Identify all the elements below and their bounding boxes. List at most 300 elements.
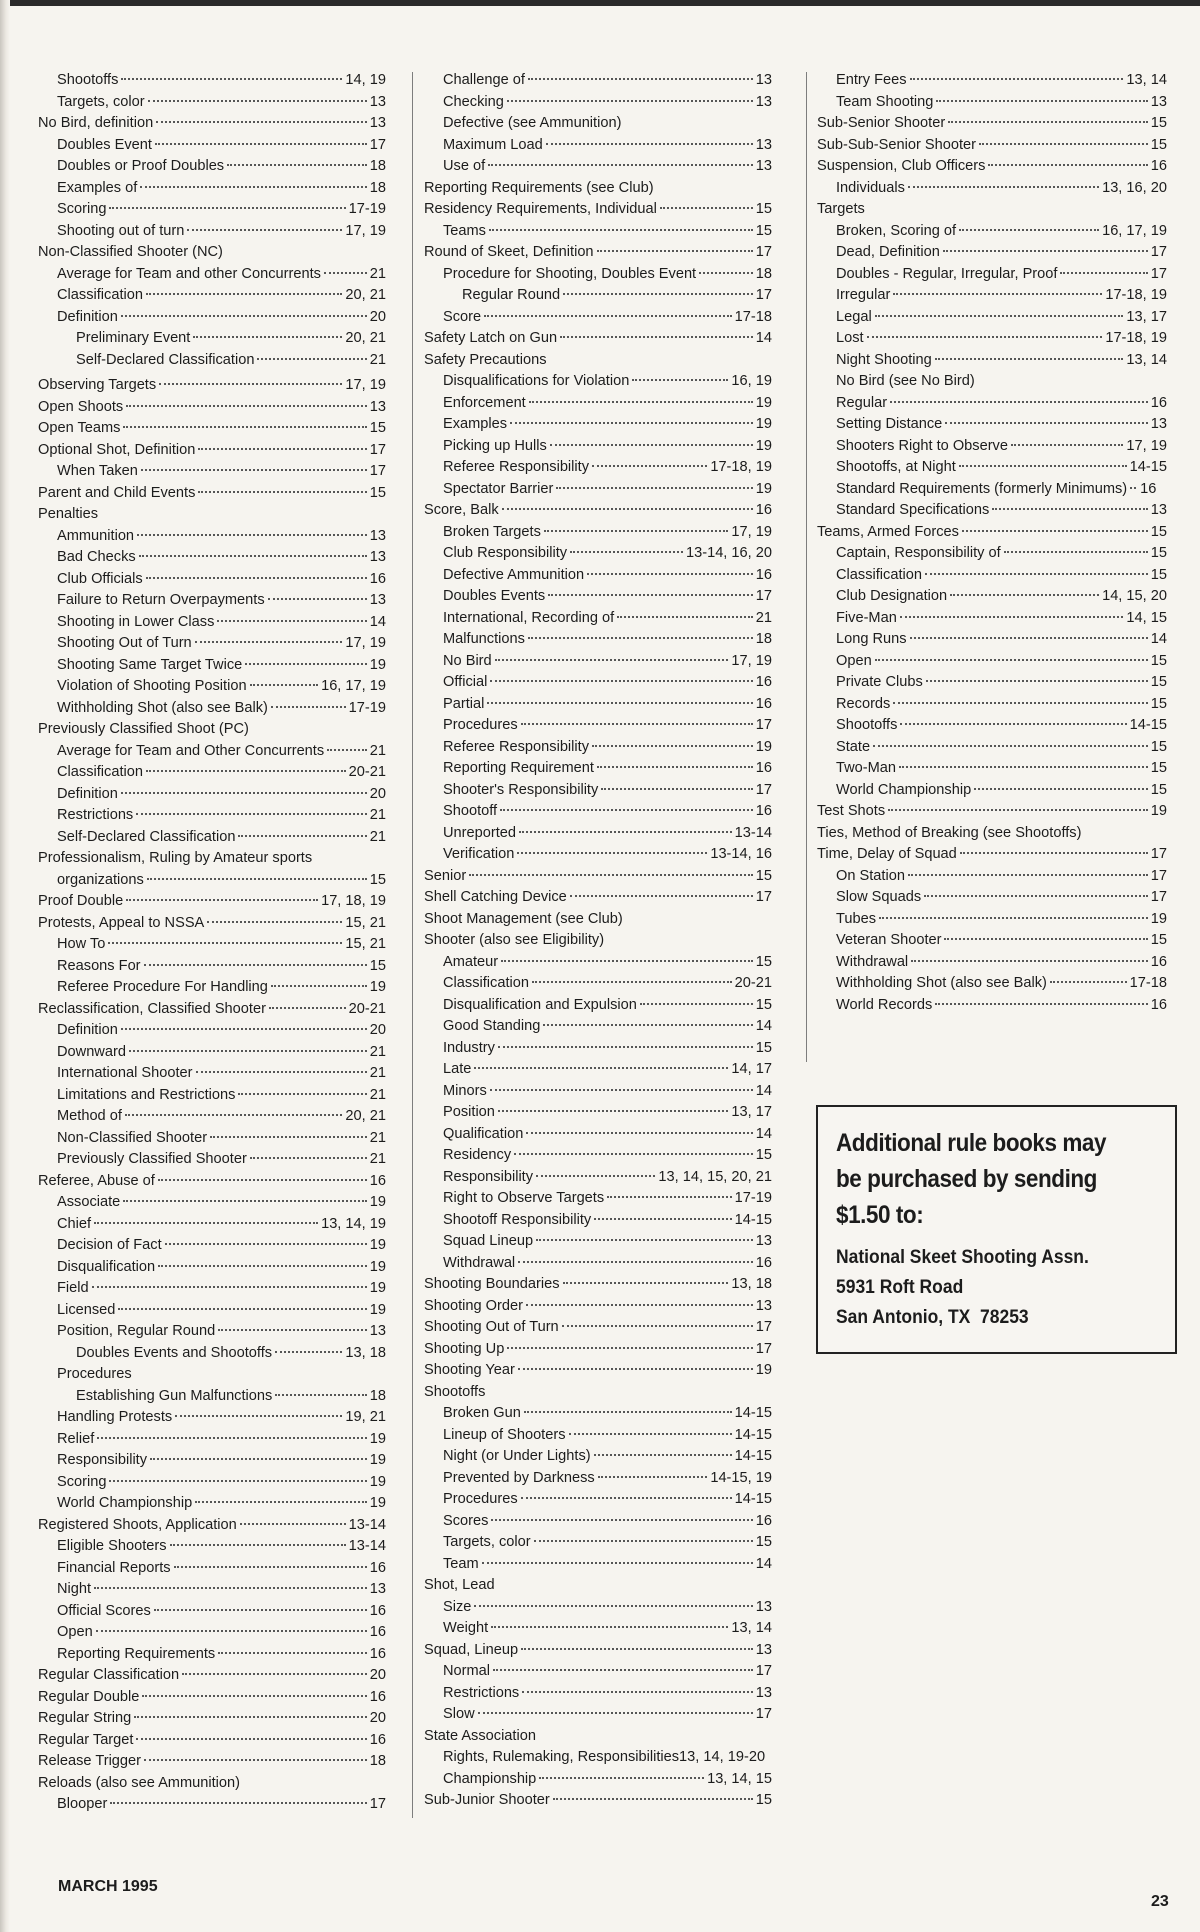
page-reference: 14-15 (1129, 717, 1167, 733)
issue-date: MARCH 1995 (58, 1878, 158, 1895)
index-term: Standard Requirements (formerly Minimums) (836, 480, 1128, 497)
address-line: National Skeet Shooting Assn. (836, 1247, 1089, 1268)
index-entry (424, 1274, 772, 1296)
index-term: Time, Delay of Squad (817, 846, 957, 862)
index-term: Club Officials (57, 570, 143, 587)
index-entry (38, 350, 386, 372)
index-term: Lineup of Shooters (443, 1426, 566, 1443)
index-entry (38, 526, 386, 548)
index-term: Average for Team and Other Concurrents (57, 742, 325, 759)
page-reference: 13 (755, 93, 772, 110)
dot-leader (959, 465, 1127, 467)
index-term: Position, Regular Round (57, 1323, 216, 1339)
index-term: Doubles Event (57, 136, 152, 153)
page-reference: 15 (369, 957, 386, 974)
index-entry (38, 676, 386, 698)
index-entry (38, 1149, 386, 1171)
index-term: Shoot Management (see Club) (424, 910, 623, 927)
index-term: Shooting Order (424, 1297, 523, 1314)
page-reference: 19 (1150, 910, 1167, 927)
index-entry (38, 1644, 386, 1666)
dot-leader (227, 164, 367, 166)
index-term: Score (443, 308, 482, 325)
index-term: Non-Classified Shooter (57, 1129, 208, 1146)
index-entry (38, 569, 386, 591)
index-term: Withholding Shot (also see Balk) (836, 975, 1047, 991)
page-reference: 13 (369, 115, 386, 131)
index-term: Teams (443, 222, 486, 239)
dot-leader (92, 1286, 367, 1288)
index-term: Shooters Right to Observe (836, 437, 1008, 454)
index-term: No Bird (see No Bird) (836, 373, 975, 389)
index-term: Field (57, 1280, 89, 1296)
index-entry (38, 1343, 386, 1365)
dot-leader (563, 1282, 729, 1284)
index-term: Reasons For (57, 957, 141, 974)
page-reference: 21 (369, 1151, 386, 1167)
index-term: Picking up Hulls (443, 437, 547, 454)
page-reference: 13 (755, 158, 772, 174)
dot-leader (936, 100, 1147, 102)
index-entry (38, 70, 386, 92)
index-term: Open Shoots (38, 398, 124, 415)
index-term: Procedures (443, 717, 518, 733)
index-entry (424, 801, 772, 823)
dot-leader (1060, 272, 1147, 274)
index-term: Eligible Shooters (57, 1538, 167, 1554)
index-entry (424, 608, 772, 630)
index-entry (817, 887, 1167, 909)
page-reference: 13, 14 (731, 1620, 772, 1636)
index-entry (424, 565, 772, 587)
index-term: Open (836, 652, 872, 669)
dot-leader (488, 164, 753, 166)
page-reference: 16 (1150, 953, 1167, 970)
page-reference: 13 (755, 136, 772, 153)
dot-leader (275, 1394, 366, 1396)
page-reference: 15 (369, 420, 386, 436)
index-term: Responsibility (443, 1168, 534, 1185)
page-reference: 16 (755, 674, 772, 690)
index-entry (424, 328, 772, 350)
index-entry (817, 328, 1167, 350)
index-term: Slow Squads (836, 889, 922, 905)
index-entry (817, 156, 1167, 178)
page-reference: 19 (755, 394, 772, 411)
index-entry (38, 1536, 386, 1558)
page-reference: 19 (755, 480, 772, 497)
index-term: No Bird, definition (38, 115, 154, 131)
dot-leader (118, 1308, 366, 1310)
page-reference: 21 (369, 807, 386, 823)
page-reference: 14 (755, 1018, 772, 1034)
index-term: Open Teams (38, 420, 121, 436)
index-entry (38, 1665, 386, 1687)
index-term: Round of Skeet, Definition (424, 244, 594, 260)
page-reference: 17 (755, 244, 772, 260)
index-term: Shooter's Responsibility (443, 781, 599, 798)
page-reference: 17, 19 (731, 523, 772, 540)
index-term: Regular Double (38, 1688, 140, 1705)
page-reference: 19 (369, 1258, 386, 1275)
index-term: Definition (57, 1022, 118, 1038)
rule-books-notice (816, 1105, 1177, 1354)
dot-leader (478, 1712, 753, 1714)
index-term: Targets (817, 201, 865, 217)
page-reference: 13, 14, 15 (707, 1770, 772, 1787)
page-reference: 19 (369, 1430, 386, 1447)
index-term: Doubles or Proof Doubles (57, 158, 225, 174)
index-entry (424, 995, 772, 1017)
page-reference: 13 (755, 1641, 772, 1658)
page-reference: 17 (755, 588, 772, 604)
dot-leader (148, 100, 367, 102)
index-term: Shooting Out of Turn (424, 1319, 559, 1335)
page-reference: 17 (1150, 265, 1167, 282)
index-term: Referee, Abuse of (38, 1172, 155, 1189)
dot-leader (632, 379, 728, 381)
page-reference: 15 (755, 1147, 772, 1163)
page-reference: 13 (755, 1297, 772, 1314)
dot-leader (154, 1609, 367, 1611)
index-term: Reloads (also see Ammunition) (38, 1774, 240, 1791)
index-entry (38, 397, 386, 419)
index-entry (38, 1407, 386, 1429)
index-entry (424, 1339, 772, 1361)
page-reference: 17 (755, 287, 772, 303)
index-entry (38, 1493, 386, 1515)
dot-leader (910, 637, 1148, 639)
index-term: Weight (443, 1620, 489, 1636)
dot-leader (943, 250, 1148, 252)
index-term: Sub-Junior Shooter (424, 1792, 550, 1808)
page-reference: 17 (755, 781, 772, 798)
index-entry (817, 113, 1167, 135)
index-term: Shot, Lead (424, 1577, 495, 1593)
page-reference: 13 (755, 1233, 772, 1249)
page-reference: 15 (1150, 545, 1167, 561)
dot-leader (553, 1798, 753, 1800)
index-entry (817, 242, 1167, 264)
dot-leader (873, 745, 1148, 747)
page-reference: 18 (755, 631, 772, 647)
index-entry (38, 827, 386, 849)
index-term: Bad Checks (57, 549, 136, 565)
page-reference: 18 (369, 1753, 386, 1769)
dot-leader (121, 315, 367, 317)
page-reference: 15 (1150, 136, 1167, 153)
dot-leader (521, 723, 753, 725)
index-entry (817, 737, 1167, 759)
index-term: International Shooter (57, 1065, 193, 1081)
index-term: Setting Distance (836, 416, 943, 432)
index-term: Regular Round (462, 287, 561, 303)
page-reference: 17 (1150, 889, 1167, 905)
page-reference: 14-15 (1129, 459, 1167, 475)
dot-leader (594, 1454, 732, 1456)
page-reference: 17 (369, 463, 386, 479)
index-term: Doubles - Regular, Irregular, Proof (836, 265, 1058, 282)
index-term: Preliminary Event (76, 330, 191, 346)
page-reference: 13 (1150, 416, 1167, 432)
dot-leader (218, 1652, 367, 1654)
dot-leader (945, 422, 1147, 424)
index-entry (38, 1472, 386, 1494)
index-entry (38, 1558, 386, 1580)
index-term: Self-Declared Classification (76, 351, 255, 368)
index-entry (817, 221, 1167, 243)
dot-leader (238, 835, 366, 837)
dot-leader (518, 1368, 753, 1370)
page-reference: 16 (369, 1602, 386, 1619)
index-term: Shootoffs (836, 717, 898, 733)
index-entry (817, 479, 1167, 501)
index-term: Club Designation (836, 588, 948, 604)
page-reference: 20, 21 (345, 287, 386, 303)
dot-leader (528, 637, 753, 639)
page-reference: 16 (369, 1688, 386, 1705)
page-reference: 20 (369, 1667, 386, 1683)
dot-leader (121, 1028, 367, 1030)
page-reference: 14 (755, 330, 772, 346)
dot-leader (536, 1239, 753, 1241)
page-reference: 19 (369, 656, 386, 673)
page-reference: 14-15 (734, 1426, 772, 1443)
page-reference: 16 (369, 570, 386, 587)
index-entry (424, 952, 772, 974)
dot-leader (123, 426, 366, 428)
index-entry (817, 780, 1167, 802)
index-term: Shooting Out of Turn (57, 635, 192, 651)
page-reference: 16 (755, 695, 772, 712)
dot-leader (521, 1648, 753, 1650)
index-entry (424, 156, 772, 178)
index-entry (424, 113, 772, 135)
index-entry (817, 371, 1167, 393)
dot-leader (134, 1716, 366, 1718)
dot-leader (875, 315, 1124, 317)
page-reference: 14 (755, 1125, 772, 1142)
page-reference: 15 (1150, 652, 1167, 669)
index-entry (424, 500, 772, 522)
index-term: Classification (57, 764, 143, 780)
index-term: Examples of (57, 179, 138, 196)
index-entry (817, 844, 1167, 866)
index-term: Disqualifications for Violation (443, 373, 630, 389)
index-entry (424, 1468, 772, 1490)
page-reference: 13, 14, 19-20 (679, 1749, 766, 1765)
dot-leader (960, 852, 1148, 854)
dot-leader (97, 1437, 366, 1439)
dot-leader (109, 207, 345, 209)
index-term: Rights, Rulemaking, Responsibilities (443, 1749, 680, 1765)
index-entry (817, 565, 1167, 587)
dot-leader (165, 1243, 367, 1245)
index-term: Ammunition (57, 527, 135, 544)
page-reference: 13-14, 16, 20 (685, 545, 772, 561)
dot-leader (1050, 981, 1127, 983)
page-reference: 13, 18 (345, 1344, 386, 1361)
dot-leader (474, 1067, 728, 1069)
page-reference: 13 (369, 93, 386, 110)
index-entry (38, 1429, 386, 1451)
index-entry (424, 1683, 772, 1705)
index-term: Establishing Gun Malfunctions (76, 1387, 273, 1404)
dot-leader (94, 1222, 318, 1224)
index-entry (424, 1016, 772, 1038)
index-entry (817, 651, 1167, 673)
dot-leader (491, 1626, 728, 1628)
dot-leader (123, 1200, 366, 1202)
index-entry (817, 801, 1167, 823)
index-entry (424, 522, 772, 544)
notice-heading-line: Additional rule books may (836, 1129, 1107, 1157)
index-term: Classification (836, 566, 922, 583)
dot-leader (493, 1669, 753, 1671)
index-term: Night (57, 1581, 92, 1597)
dot-leader (109, 1480, 366, 1482)
dot-leader (888, 809, 1148, 811)
index-term: Downward (57, 1043, 126, 1060)
index-entry (38, 741, 386, 763)
notice-heading-line: be purchased by sending (836, 1165, 1097, 1193)
index-term: Broken Targets (443, 523, 541, 540)
page-binding-edge (0, 0, 10, 1932)
index-term: Release Trigger (38, 1753, 142, 1769)
page-reference: 14-15 (734, 1491, 772, 1507)
index-term: Method of (57, 1108, 122, 1124)
page-reference: 13 (755, 1598, 772, 1615)
page-reference: 15 (1150, 760, 1167, 776)
index-entry (38, 440, 386, 462)
index-term: Classification (443, 975, 529, 991)
index-entry (424, 1059, 772, 1081)
index-term: Targets, color (443, 1534, 531, 1550)
dot-leader (867, 336, 1103, 338)
index-entry (424, 823, 772, 845)
dot-leader (908, 186, 1099, 188)
dot-leader (529, 401, 753, 403)
dot-leader (640, 1003, 753, 1005)
index-entry (424, 543, 772, 565)
dot-leader (948, 121, 1148, 123)
dot-leader (126, 405, 367, 407)
index-entry (817, 264, 1167, 286)
index-term: organizations (57, 871, 144, 888)
page-reference: 21 (369, 1086, 386, 1103)
index-term: Optional Shot, Definition (38, 441, 196, 458)
page-reference: 14-15 (734, 1448, 772, 1464)
index-entry (38, 1687, 386, 1709)
page-reference: 17-18 (1129, 975, 1167, 991)
index-entry (38, 1321, 386, 1343)
index-column-2 (424, 70, 772, 1812)
dot-leader (96, 1630, 367, 1632)
index-entry (38, 891, 386, 913)
dot-leader (546, 143, 753, 145)
index-term: Position (443, 1104, 495, 1120)
index-term: Broken, Scoring of (836, 222, 957, 239)
index-entry (817, 823, 1167, 845)
dot-leader (126, 899, 318, 901)
page-reference: 16 (1150, 158, 1167, 174)
dot-leader (121, 78, 342, 80)
dot-leader (139, 555, 367, 557)
page-reference: 15, 21 (345, 936, 386, 952)
index-term: Defective Ammunition (443, 566, 585, 583)
page-reference: 13, 14, 19 (321, 1215, 386, 1232)
index-entry (38, 307, 386, 329)
dot-leader (144, 964, 367, 966)
index-entry (38, 934, 386, 956)
page-reference: 15 (755, 1534, 772, 1550)
page-reference: 13, 17 (731, 1104, 772, 1120)
dot-leader (548, 594, 753, 596)
page-reference: 17 (369, 1796, 386, 1812)
index-entry (424, 866, 772, 888)
dot-leader (979, 143, 1148, 145)
top-edge-bar (0, 0, 1200, 6)
index-term: Referee Responsibility (443, 459, 590, 475)
index-entry (38, 633, 386, 655)
index-term: Five-Man (836, 609, 897, 626)
index-entry (38, 612, 386, 634)
page-reference: 17-19 (348, 201, 386, 217)
page-reference: 13 (369, 398, 386, 415)
index-entry (38, 1515, 386, 1537)
index-term: Average for Team and other Concurrents (57, 265, 321, 282)
index-term: Minors (443, 1082, 487, 1099)
index-term: Blooper (57, 1796, 108, 1812)
page-reference: 16 (369, 1172, 386, 1189)
page-reference: 14, 15 (1126, 609, 1167, 626)
index-term: Procedures (57, 1366, 132, 1382)
page-reference: 15 (755, 201, 772, 217)
index-entry (38, 870, 386, 892)
page-reference: 18 (755, 265, 772, 282)
index-term: Shootoff Responsibility (443, 1211, 592, 1228)
index-entry (817, 199, 1167, 221)
index-entry (424, 436, 772, 458)
index-column-1 (38, 70, 386, 1816)
dot-leader (1011, 444, 1123, 446)
page-reference: 20 (369, 1710, 386, 1726)
dot-leader (893, 293, 1102, 295)
index-entry (38, 418, 386, 440)
index-entry (424, 135, 772, 157)
index-entry (424, 694, 772, 716)
index-term: Scores (443, 1512, 489, 1529)
index-term: Shootoffs (57, 72, 119, 88)
index-term: Scoring (57, 201, 107, 217)
index-term: Decision of Fact (57, 1237, 162, 1253)
index-term: Limitations and Restrictions (57, 1086, 236, 1103)
page-reference: 16 (1150, 996, 1167, 1013)
index-entry (38, 762, 386, 784)
index-term: Chief (57, 1215, 92, 1232)
page-reference: 21 (369, 1065, 386, 1081)
page-reference: 13, 14 (1126, 72, 1167, 88)
index-entry (38, 1450, 386, 1472)
dot-leader (959, 229, 1099, 231)
index-entry (38, 221, 386, 243)
dot-leader (992, 508, 1147, 510)
page-reference: 17-18, 19 (710, 459, 772, 475)
notice-heading-line: $1.50 to: (836, 1201, 924, 1229)
page-reference: 17 (1150, 244, 1167, 260)
dot-leader (974, 788, 1148, 790)
index-entry (38, 1128, 386, 1150)
